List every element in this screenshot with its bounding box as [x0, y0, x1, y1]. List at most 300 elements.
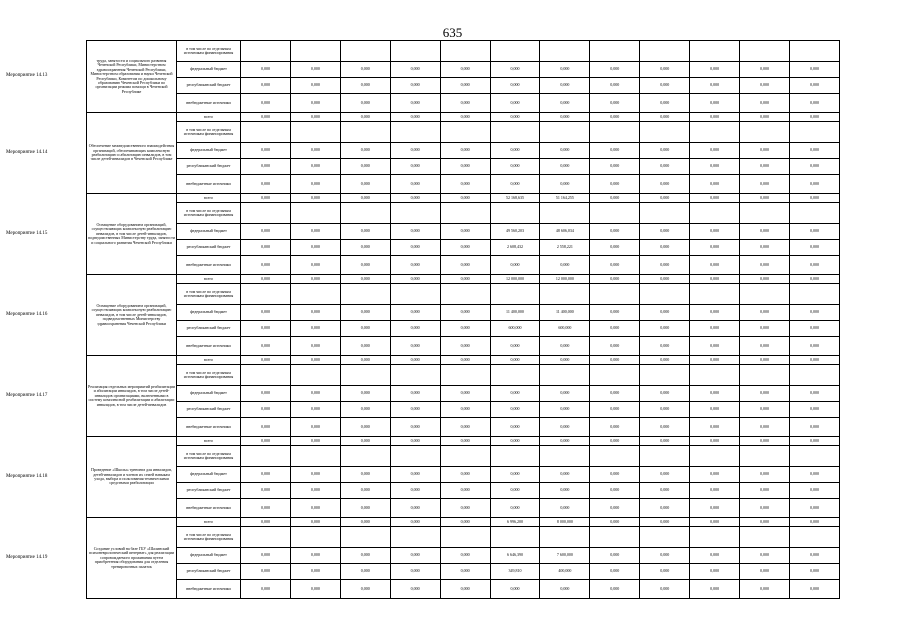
amount-cell: 0,000 [241, 78, 291, 94]
amount-cell: 0,000 [740, 402, 790, 418]
amount-cell: 0,000 [340, 499, 390, 518]
amount-cell: 0,000 [740, 321, 790, 337]
funding-source: республиканский бюджет [177, 483, 241, 499]
funding-source: всего [177, 113, 241, 122]
amount-cell: 0,000 [390, 143, 440, 159]
event-description: Обеспечение межведомственного взаимодействия организаций, обеспечивающих комплексную реабилитацию и абилитацию инвалидов, в том числе детей-инвалидов в Чеченской Республике [87, 113, 177, 194]
funding-source: в том числе по отдельным источникам финансирования [177, 122, 241, 143]
amount-cell: 0,000 [340, 275, 390, 284]
amount-cell: 0,000 [390, 356, 440, 365]
amount-cell: 0,000 [440, 143, 490, 159]
amount-cell: 0,000 [690, 356, 740, 365]
table-row [87, 113, 840, 122]
amount-cell: 0,000 [290, 518, 340, 527]
amount-cell: 0,000 [690, 175, 740, 194]
table-row [87, 175, 840, 194]
amount-cell: 0,000 [740, 256, 790, 275]
amount-cell: 0,000 [590, 518, 640, 527]
amount-cell: 0,000 [241, 113, 291, 122]
amount-cell: 0,000 [690, 275, 740, 284]
amount-cell: 0,000 [241, 356, 291, 365]
amount-cell: 0,000 [640, 240, 690, 256]
table-row [87, 564, 840, 580]
funding-source: федеральный бюджет [177, 224, 241, 240]
amount-cell: 0,000 [640, 564, 690, 580]
amount-cell [789, 41, 839, 62]
amount-cell: 0,000 [740, 467, 790, 483]
amount-cell: 0,000 [590, 564, 640, 580]
amount-cell [340, 284, 390, 305]
amount-cell: 0,000 [740, 437, 790, 446]
amount-cell: 0,000 [340, 256, 390, 275]
amount-cell: 0,000 [290, 337, 340, 356]
funding-source: внебюджетные источники [177, 256, 241, 275]
amount-cell: 0,000 [640, 256, 690, 275]
amount-cell: 0,000 [740, 418, 790, 437]
amount-cell: 0,000 [241, 94, 291, 113]
amount-cell: 0,000 [440, 483, 490, 499]
amount-cell: 0,000 [241, 240, 291, 256]
amount-cell [789, 203, 839, 224]
amount-cell [690, 446, 740, 467]
amount-cell: 0,000 [490, 418, 540, 437]
amount-cell: 7 600,000 [540, 548, 590, 564]
amount-cell [340, 41, 390, 62]
amount-cell: 0,000 [440, 275, 490, 284]
table-row [87, 203, 840, 224]
amount-cell: 0,000 [690, 499, 740, 518]
amount-cell [440, 41, 490, 62]
amount-cell: 0,000 [789, 356, 839, 365]
amount-cell: 0,000 [290, 194, 340, 203]
table-row [87, 527, 840, 548]
amount-cell: 0,000 [290, 564, 340, 580]
table-row [87, 499, 840, 518]
amount-cell: 0,000 [390, 499, 440, 518]
funding-source: республиканский бюджет [177, 402, 241, 418]
amount-cell: 0,000 [789, 305, 839, 321]
amount-cell: 0,000 [490, 113, 540, 122]
amount-cell: 0,000 [540, 467, 590, 483]
funding-source: в том числе по отдельным источникам финансирования [177, 365, 241, 386]
amount-cell: 0,000 [590, 483, 640, 499]
amount-cell: 0,000 [440, 548, 490, 564]
amount-cell: 0,000 [440, 62, 490, 78]
amount-cell: 11 400,000 [490, 305, 540, 321]
amount-cell [241, 41, 291, 62]
table-row [87, 437, 840, 446]
amount-cell: 0,000 [740, 356, 790, 365]
amount-cell: 0,000 [340, 159, 390, 175]
amount-cell [789, 122, 839, 143]
amount-cell: 11 400,000 [540, 305, 590, 321]
amount-cell [640, 41, 690, 62]
amount-cell: 0,000 [640, 483, 690, 499]
amount-cell: 0,000 [789, 159, 839, 175]
amount-cell: 0,000 [340, 467, 390, 483]
amount-cell: 0,000 [440, 499, 490, 518]
amount-cell: 6 996,200 [490, 518, 540, 527]
amount-cell: 0,000 [740, 175, 790, 194]
amount-cell [241, 284, 291, 305]
funding-source: федеральный бюджет [177, 62, 241, 78]
amount-cell: 0,000 [789, 499, 839, 518]
amount-cell [440, 365, 490, 386]
amount-cell: 0,000 [789, 321, 839, 337]
amount-cell: 0,000 [490, 78, 540, 94]
event-code: Мероприятие 14.13 [6, 73, 48, 78]
amount-cell [740, 446, 790, 467]
amount-cell: 0,000 [241, 337, 291, 356]
amount-cell: 0,000 [789, 224, 839, 240]
amount-cell: 0,000 [789, 240, 839, 256]
funding-source: всего [177, 356, 241, 365]
event-code: Мероприятие 14.15 [6, 230, 48, 236]
amount-cell: 0,000 [590, 386, 640, 402]
amount-cell [789, 365, 839, 386]
amount-cell: 0,000 [740, 224, 790, 240]
amount-cell: 0,000 [690, 78, 740, 94]
amount-cell: 0,000 [490, 499, 540, 518]
amount-cell: 0,000 [241, 402, 291, 418]
funding-source: федеральный бюджет [177, 548, 241, 564]
amount-cell [340, 203, 390, 224]
amount-cell: 0,000 [340, 194, 390, 203]
amount-cell: 0,000 [290, 256, 340, 275]
amount-cell: 0,000 [789, 143, 839, 159]
amount-cell [640, 203, 690, 224]
funding-source: внебюджетные источники [177, 337, 241, 356]
amount-cell [789, 446, 839, 467]
amount-cell: 0,000 [789, 418, 839, 437]
amount-cell: 0,000 [340, 386, 390, 402]
amount-cell: 0,000 [340, 240, 390, 256]
amount-cell: 0,000 [789, 113, 839, 122]
amount-cell: 0,000 [241, 194, 291, 203]
funding-source: внебюджетные источники [177, 580, 241, 599]
amount-cell: 0,000 [690, 418, 740, 437]
amount-cell: 0,000 [241, 483, 291, 499]
amount-cell [290, 203, 340, 224]
amount-cell: 0,000 [241, 418, 291, 437]
amount-cell: 0,000 [789, 337, 839, 356]
amount-cell: 0,000 [490, 256, 540, 275]
amount-cell [690, 284, 740, 305]
amount-cell: 0,000 [340, 402, 390, 418]
amount-cell: 6 646,390 [490, 548, 540, 564]
amount-cell: 0,000 [390, 194, 440, 203]
table-row [87, 305, 840, 321]
funding-source: в том числе по отдельным источникам финансирования [177, 41, 241, 62]
amount-cell: 0,000 [740, 240, 790, 256]
event-description: труда, занятости и социального развития Чеченской Республики, Министерством здравоохранения Чеченской Республики, Министерством образования и науки Чеченской Республики, Комитетом по дошкольному образованию Чеченской Республики по организации режима помощи в Чеченской Республике [87, 41, 177, 113]
amount-cell: 0,000 [740, 337, 790, 356]
amount-cell [390, 446, 440, 467]
amount-cell [590, 284, 640, 305]
amount-cell: 0,000 [440, 564, 490, 580]
amount-cell: 0,000 [390, 159, 440, 175]
table-row [87, 365, 840, 386]
amount-cell: 0,000 [640, 224, 690, 240]
amount-cell: 0,000 [241, 499, 291, 518]
amount-cell: 0,000 [690, 402, 740, 418]
table-row [87, 467, 840, 483]
funding-source: всего [177, 437, 241, 446]
amount-cell: 0,000 [640, 386, 690, 402]
amount-cell: 0,000 [590, 356, 640, 365]
amount-cell: 2 558,221 [540, 240, 590, 256]
amount-cell [640, 446, 690, 467]
amount-cell: 0,000 [690, 224, 740, 240]
amount-cell: 0,000 [590, 256, 640, 275]
amount-cell: 0,000 [590, 580, 640, 599]
funding-source: республиканский бюджет [177, 78, 241, 94]
event-description: Оснащение оборудованием организаций, осуществляющих комплексную реабилитацию инвалидов, в том числе детей-инвалидов, подведомственных Министерству труда, занятости и социального развития Чеченской Республики [87, 194, 177, 275]
amount-cell: 0,000 [440, 518, 490, 527]
amount-cell: 400,000 [540, 564, 590, 580]
table-row [87, 402, 840, 418]
table-row [87, 256, 840, 275]
amount-cell: 0,000 [241, 256, 291, 275]
table-row [87, 483, 840, 499]
amount-cell [690, 527, 740, 548]
funding-source: федеральный бюджет [177, 143, 241, 159]
amount-cell [290, 284, 340, 305]
amount-cell: 0,000 [540, 437, 590, 446]
event-code: Мероприятие 14.19 [6, 554, 48, 560]
funding-source: республиканский бюджет [177, 564, 241, 580]
amount-cell: 0,000 [390, 580, 440, 599]
amount-cell: 0,000 [340, 113, 390, 122]
amount-cell: 0,000 [789, 386, 839, 402]
amount-cell: 0,000 [390, 94, 440, 113]
amount-cell: 600,000 [490, 321, 540, 337]
amount-cell: 0,000 [241, 305, 291, 321]
amount-cell: 0,000 [690, 337, 740, 356]
amount-cell: 0,000 [540, 402, 590, 418]
amount-cell: 0,000 [690, 94, 740, 113]
amount-cell: 349,810 [490, 564, 540, 580]
amount-cell [241, 527, 291, 548]
amount-cell: 0,000 [440, 305, 490, 321]
amount-cell: 0,000 [290, 402, 340, 418]
amount-cell: 0,000 [540, 256, 590, 275]
amount-cell [490, 122, 540, 143]
amount-cell [241, 365, 291, 386]
funding-source: федеральный бюджет [177, 305, 241, 321]
amount-cell: 0,000 [590, 194, 640, 203]
amount-cell: 0,000 [490, 356, 540, 365]
event-code: Мероприятие 14.16 [6, 311, 48, 317]
amount-cell: 0,000 [241, 467, 291, 483]
amount-cell: 0,000 [590, 321, 640, 337]
amount-cell [590, 527, 640, 548]
amount-cell: 0,000 [290, 240, 340, 256]
amount-cell: 0,000 [540, 499, 590, 518]
amount-cell: 0,000 [690, 564, 740, 580]
amount-cell: 0,000 [390, 256, 440, 275]
amount-cell: 0,000 [490, 402, 540, 418]
amount-cell: 0,000 [540, 483, 590, 499]
amount-cell: 0,000 [640, 437, 690, 446]
amount-cell: 0,000 [390, 275, 440, 284]
amount-cell: 0,000 [640, 113, 690, 122]
amount-cell: 0,000 [690, 483, 740, 499]
amount-cell [241, 446, 291, 467]
amount-cell: 0,000 [590, 418, 640, 437]
amount-cell: 0,000 [241, 564, 291, 580]
amount-cell: 0,000 [290, 580, 340, 599]
table-row [87, 356, 840, 365]
amount-cell: 0,000 [740, 62, 790, 78]
amount-cell [290, 446, 340, 467]
amount-cell: 0,000 [590, 159, 640, 175]
amount-cell: 0,000 [290, 356, 340, 365]
amount-cell: 0,000 [241, 224, 291, 240]
funding-source: внебюджетные источники [177, 175, 241, 194]
amount-cell [540, 203, 590, 224]
amount-cell [490, 446, 540, 467]
amount-cell: 0,000 [290, 94, 340, 113]
amount-cell: 0,000 [440, 386, 490, 402]
amount-cell: 0,000 [690, 518, 740, 527]
table-row [87, 548, 840, 564]
table-row [87, 518, 840, 527]
amount-cell: 0,000 [789, 175, 839, 194]
amount-cell: 0,000 [390, 78, 440, 94]
amount-cell [740, 284, 790, 305]
amount-cell: 0,000 [290, 437, 340, 446]
amount-cell: 0,000 [740, 159, 790, 175]
amount-cell: 0,000 [540, 78, 590, 94]
amount-cell: 0,000 [640, 62, 690, 78]
amount-cell: 0,000 [241, 175, 291, 194]
table-row [87, 224, 840, 240]
amount-cell: 0,000 [241, 159, 291, 175]
table-row [87, 78, 840, 94]
amount-cell [490, 41, 540, 62]
amount-cell: 0,000 [540, 418, 590, 437]
amount-cell [640, 365, 690, 386]
amount-cell: 0,000 [740, 143, 790, 159]
amount-cell: 0,000 [640, 78, 690, 94]
amount-cell: 0,000 [340, 143, 390, 159]
amount-cell: 0,000 [390, 548, 440, 564]
amount-cell: 0,000 [390, 175, 440, 194]
amount-cell: 0,000 [440, 580, 490, 599]
amount-cell: 0,000 [440, 94, 490, 113]
amount-cell: 0,000 [390, 418, 440, 437]
amount-cell [440, 284, 490, 305]
amount-cell [290, 122, 340, 143]
table-row [87, 41, 840, 62]
amount-cell: 0,000 [340, 483, 390, 499]
amount-cell: 0,000 [590, 499, 640, 518]
amount-cell: 0,000 [590, 113, 640, 122]
amount-cell: 0,000 [640, 518, 690, 527]
amount-cell [789, 527, 839, 548]
amount-cell: 48 606,034 [540, 224, 590, 240]
amount-cell: 0,000 [590, 175, 640, 194]
amount-cell: 0,000 [640, 402, 690, 418]
amount-cell: 8 000,000 [540, 518, 590, 527]
amount-cell: 0,000 [490, 94, 540, 113]
funding-source: внебюджетные источники [177, 499, 241, 518]
amount-cell: 0,000 [690, 467, 740, 483]
amount-cell: 0,000 [390, 321, 440, 337]
amount-cell: 0,000 [740, 580, 790, 599]
amount-cell [640, 527, 690, 548]
amount-cell: 0,000 [740, 548, 790, 564]
amount-cell: 0,000 [540, 62, 590, 78]
amount-cell [690, 365, 740, 386]
amount-cell: 0,000 [640, 94, 690, 113]
amount-cell [789, 284, 839, 305]
table-row [87, 143, 840, 159]
table-row [87, 240, 840, 256]
amount-cell: 0,000 [690, 62, 740, 78]
table-row [87, 62, 840, 78]
amount-cell: 0,000 [789, 467, 839, 483]
amount-cell [540, 527, 590, 548]
funding-source: всего [177, 518, 241, 527]
table-row [87, 321, 840, 337]
amount-cell: 0,000 [241, 321, 291, 337]
amount-cell [490, 527, 540, 548]
funding-source: всего [177, 194, 241, 203]
amount-cell [490, 203, 540, 224]
amount-cell: 0,000 [390, 224, 440, 240]
funding-source: республиканский бюджет [177, 321, 241, 337]
amount-cell [590, 122, 640, 143]
amount-cell: 0,000 [640, 356, 690, 365]
event-code: Мероприятие 14.14 [6, 149, 48, 155]
amount-cell: 0,000 [640, 143, 690, 159]
amount-cell: 0,000 [789, 518, 839, 527]
amount-cell: 0,000 [789, 548, 839, 564]
amount-cell: 0,000 [690, 143, 740, 159]
amount-cell: 0,000 [690, 321, 740, 337]
funding-source: в том числе по отдельным источникам финансирования [177, 203, 241, 224]
amount-cell: 0,000 [590, 337, 640, 356]
amount-cell: 0,000 [490, 483, 540, 499]
amount-cell: 0,000 [241, 386, 291, 402]
amount-cell [740, 365, 790, 386]
amount-cell: 0,000 [740, 518, 790, 527]
amount-cell: 0,000 [640, 548, 690, 564]
amount-cell: 0,000 [290, 143, 340, 159]
amount-cell: 0,000 [740, 305, 790, 321]
amount-cell: 0,000 [390, 386, 440, 402]
amount-cell [590, 365, 640, 386]
event-description: Проведение «Школы» тренинга для инвалидов, детей-инвалидов и членов их семей навыкам ухода, выбора и пользования техническими средствами реабилитации [87, 437, 177, 518]
table-row [87, 418, 840, 437]
funding-source: внебюджетные источники [177, 418, 241, 437]
amount-cell: 0,000 [590, 78, 640, 94]
amount-cell: 0,000 [490, 467, 540, 483]
amount-cell [390, 284, 440, 305]
amount-cell [241, 122, 291, 143]
amount-cell [740, 122, 790, 143]
amount-cell: 51 164,255 [540, 194, 590, 203]
amount-cell: 0,000 [540, 386, 590, 402]
amount-cell: 600,000 [540, 321, 590, 337]
event-description: Создание условий на базе ГБУ «Шалинский психоневрологический интернат» для реализации сопровождаемого проживания путем приобретения оборудования для отделения тренировочных палаток [87, 518, 177, 599]
amount-cell: 0,000 [290, 175, 340, 194]
amount-cell: 0,000 [340, 175, 390, 194]
amount-cell [690, 122, 740, 143]
amount-cell [540, 365, 590, 386]
